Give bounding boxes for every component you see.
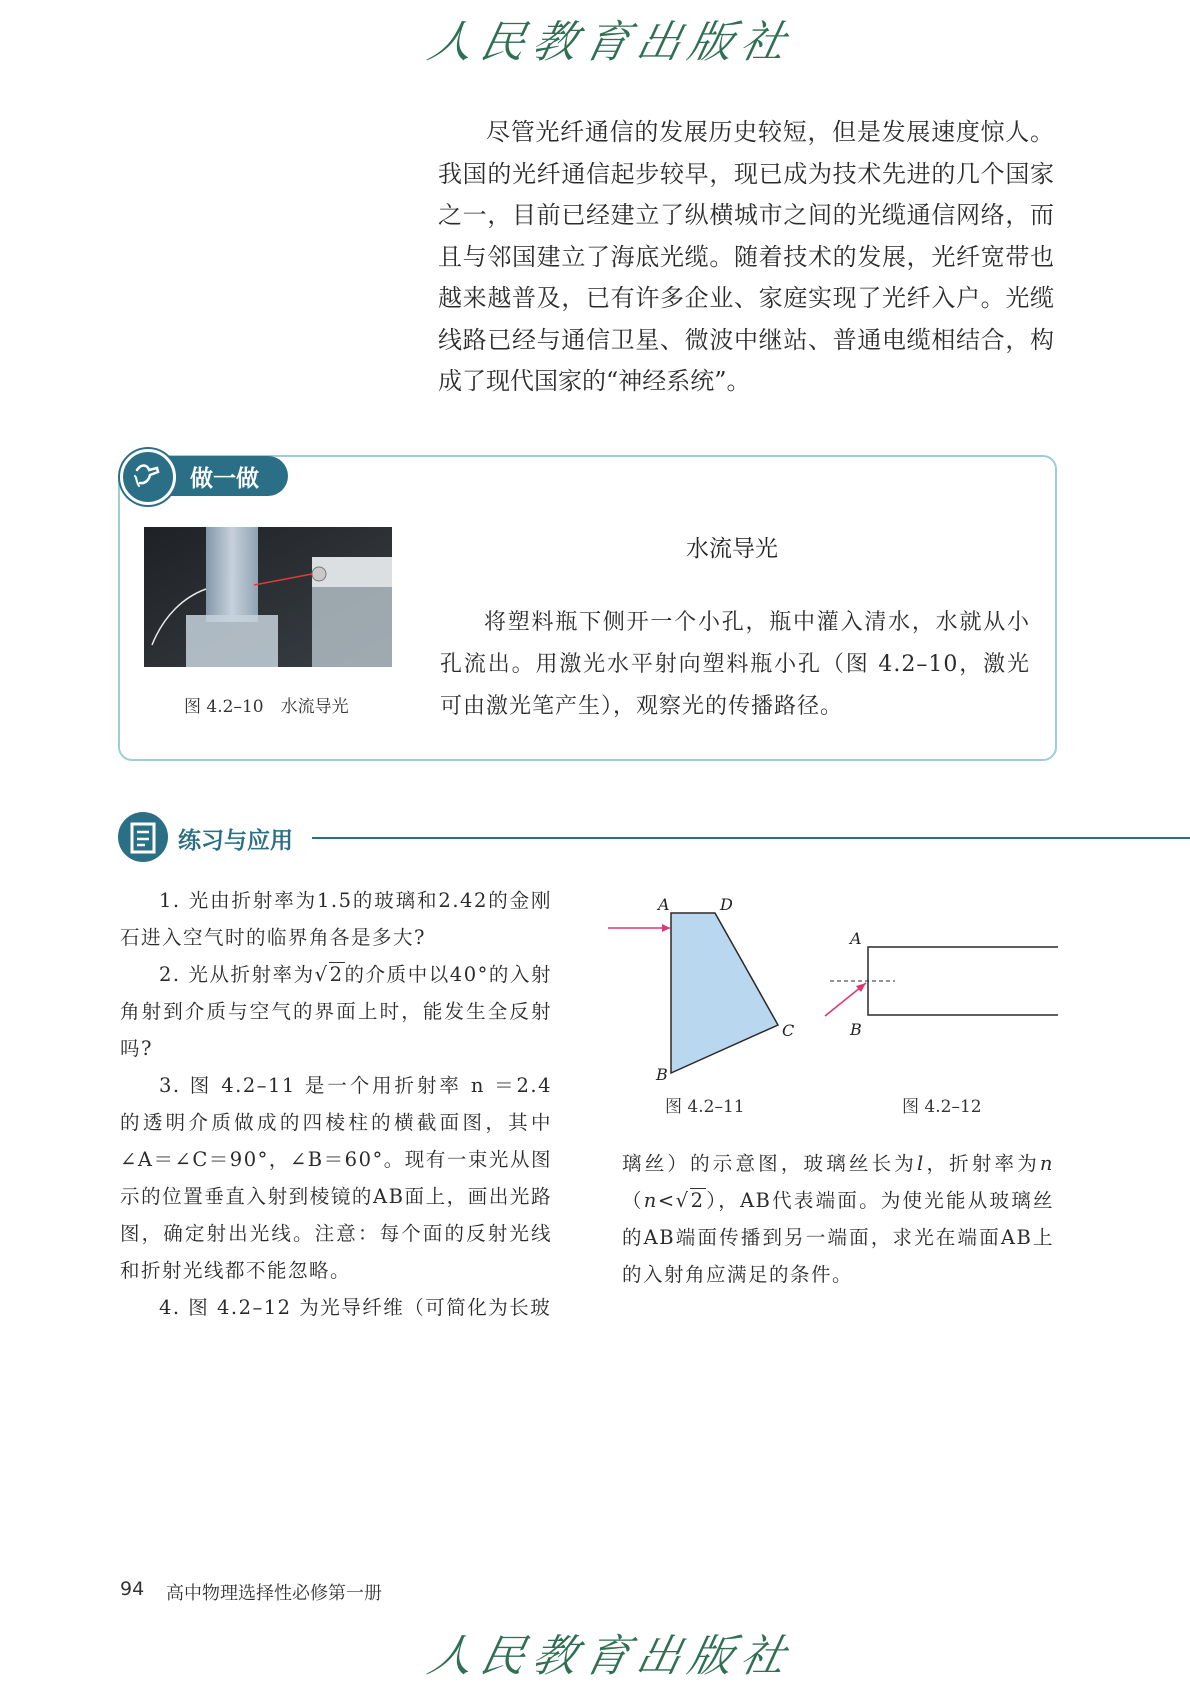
publisher-logo-bottom — [423, 1620, 801, 1684]
intro-paragraph: 尽管光纤通信的发展历史较短，但是发展速度惊人。我国的光纤通信起步较早，现已成为技术先进的几个国家之一，目前已经建立了纵横城市之间的光缆通信网络，而且与邻国建立了海底光缆。随着技术的发展，光纤宽带也越来越普及，已有许多企业、家庭实现了光纤入户。光缆线路已经与通信卫星、微波中继站、普通电缆相结合，构成了现代国家的“神经系统”。 — [438, 118, 1054, 395]
question-1: 1. 光由折射率为1.5的玻璃和2.42的金刚石进入空气时的临界角各是多大? — [120, 889, 552, 949]
fig12-caption: 图 4.2–12 — [902, 1097, 982, 1117]
fiber-outline — [868, 947, 1058, 1015]
exercises-title: 练习与应用 — [178, 828, 293, 854]
activity-title: 水流导光 — [686, 536, 778, 562]
fig11-caption: 图 4.2–11 — [665, 1097, 745, 1117]
photo-caption: 图 4.2–10 水流导光 — [184, 697, 349, 717]
exercises-right-column — [622, 1145, 1054, 1293]
water-light-photo — [144, 527, 392, 667]
question-3: 3. 图 4.2–11 是一个用折射率 n ＝2.4 的透明介质做成的四棱柱的横截面图，其中∠A＝∠C＝90°，∠B＝60°。现有一束光从图示的位置垂直入射到棱镜的AB面上，画出光路图，确定射出光线。注意：每个面的反射光线和折射光线都不能忽略。 — [120, 1074, 552, 1282]
question-2: 2. 光从折射率为√2的介质中以40°的入射角射到介质与空气的界面上时，能发生全反射吗? — [120, 963, 552, 1060]
activity-tag-label: 做一做 — [190, 465, 259, 492]
publisher-logo-text: 人民教育出版社 — [423, 17, 799, 68]
notebook-icon — [118, 812, 168, 862]
publisher-logo-top — [423, 6, 801, 70]
label-B-fig12: B — [850, 1020, 862, 1039]
section-rule — [312, 837, 1190, 839]
question-4-continued: 璃丝）的示意图，玻璃丝长为l，折射率为n（n<√2），AB代表端面。为使光能从玻璃丝的AB端面传播到另一端面，求光在端面AB上的入射角应满足的条件。 — [622, 1152, 1054, 1286]
ray-arrow-fig11 — [662, 924, 670, 932]
activity-body: 将塑料瓶下侧开一个小孔，瓶中灌入清水，水就从小孔流出。用激光水平射向塑料瓶小孔（图 4.2–10，激光可由激光笔产生），观察光的传播路径。 — [440, 610, 1030, 719]
label-D-fig11: D — [720, 895, 733, 914]
label-A-fig11: A — [658, 895, 670, 914]
exercises-left-column — [120, 882, 552, 1326]
activity-body-block — [440, 602, 1030, 728]
intro-text-block — [438, 112, 1054, 403]
figures-panel — [600, 880, 1060, 1100]
hand-icon — [120, 449, 176, 505]
prism-cross-section — [671, 913, 778, 1073]
label-A-fig12: A — [850, 929, 862, 948]
page-number: 94 — [120, 1578, 145, 1600]
book-title: 高中物理选择性必修第一册 — [166, 1583, 382, 1604]
publisher-logo-text-bottom: 人民教育出版社 — [423, 1631, 799, 1682]
label-B-fig11: B — [656, 1065, 668, 1084]
question-4-start: 4. 图 4.2–12 为光导纤维（可简化为长玻 — [159, 1296, 552, 1319]
label-C-fig11: C — [782, 1021, 795, 1040]
